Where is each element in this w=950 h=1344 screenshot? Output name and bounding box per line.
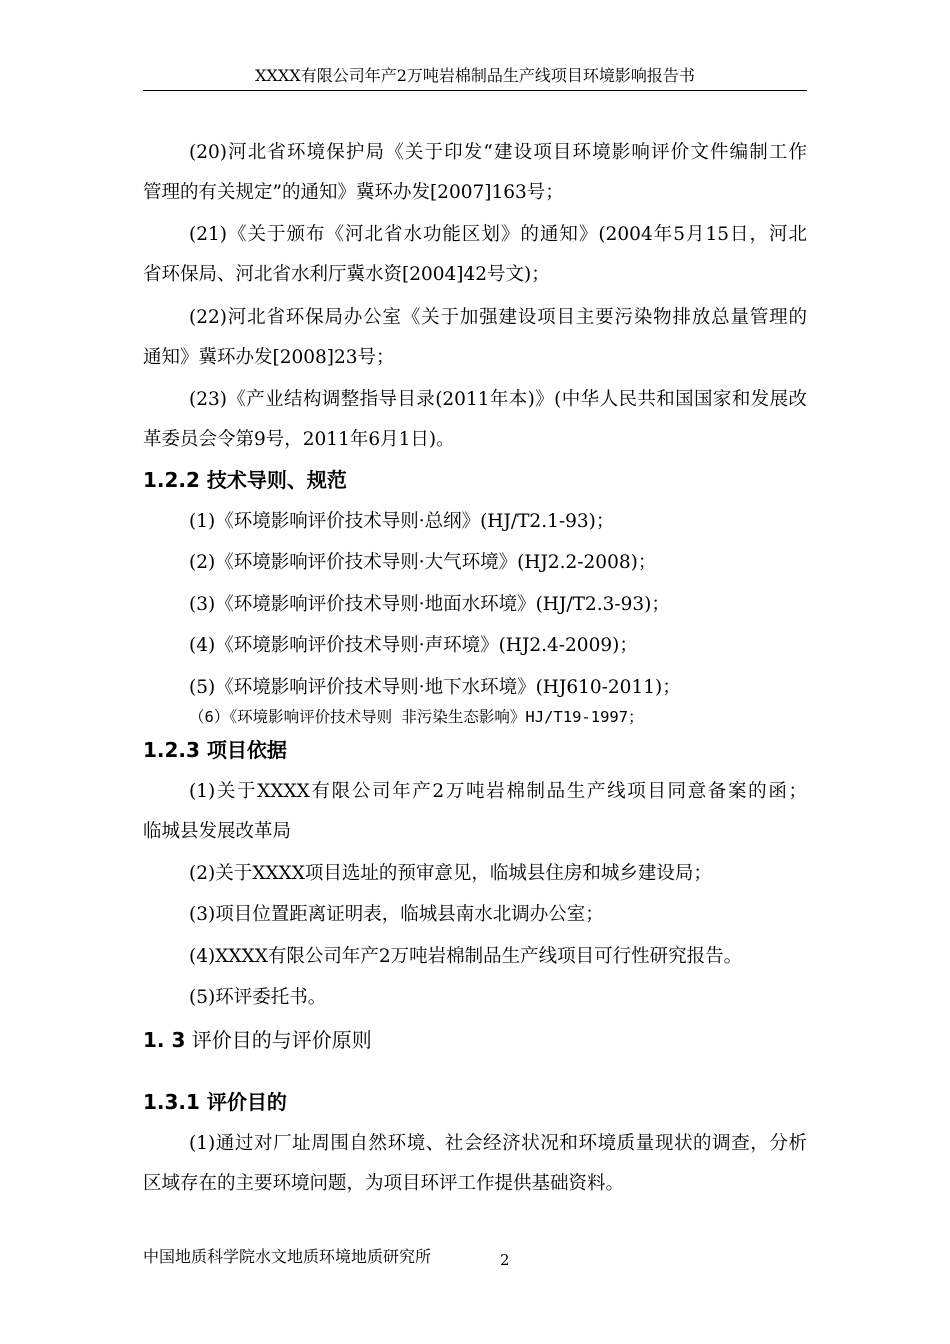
basis-item-1-line-2: 临城县发展改革局 bbox=[143, 821, 292, 842]
law-item-21-line-2: 省环保局、河北省水利厅冀水资[2004]42号文)； bbox=[143, 264, 550, 285]
law-item-20-line-2: 管理的有关规定”的通知》冀环办发[2007]163号； bbox=[143, 182, 564, 203]
guideline-item-1: (1)《环境影响评价技术导则·总纲》(HJ/T2.1-93)； bbox=[189, 511, 615, 532]
page-header-title: XXXX有限公司年产2万吨岩棉制品生产线项目环境影响报告书 bbox=[255, 66, 695, 85]
guideline-item-6: （6）《环境影响评价技术导则 非污染生态影响》HJ/T19-1997； bbox=[189, 708, 644, 726]
footer-organization: 中国地质科学院水文地质环境地质研究所 bbox=[143, 1247, 432, 1266]
guideline-item-3: (3)《环境影响评价技术导则·地面水环境》(HJ/T2.3-93)； bbox=[189, 594, 670, 615]
basis-item-4: (4)XXXX有限公司年产2万吨岩棉制品生产线项目可行性研究报告。 bbox=[189, 946, 743, 967]
header-divider bbox=[143, 90, 807, 91]
page-number: 2 bbox=[500, 1251, 510, 1269]
section-heading-1-3-1: 1.3.1 评价目的 bbox=[143, 1090, 287, 1114]
law-item-22-line-2: 通知》冀环办发[2008]23号； bbox=[143, 347, 395, 368]
basis-item-1-line-1: (1)关于XXXX有限公司年产2万吨岩棉制品生产线项目同意备案的函； bbox=[189, 781, 807, 802]
law-item-23-line-2: 革委员会令第9号，2011年6月1日)。 bbox=[143, 429, 455, 450]
guideline-item-4: (4)《环境影响评价技术导则·声环境》(HJ2.4-2009)； bbox=[189, 635, 638, 656]
basis-item-3: (3)项目位置距离证明表，临城县南水北调办公室； bbox=[189, 904, 604, 925]
purpose-item-1-line-2: 区域存在的主要环境问题，为项目环评工作提供基础资料。 bbox=[143, 1173, 625, 1194]
law-item-22-line-1: (22)河北省环保局办公室《关于加强建设项目主要污染物排放总量管理的 bbox=[189, 307, 807, 328]
section-number: 1. 3 bbox=[143, 1028, 186, 1052]
guideline-item-2: (2)《环境影响评价技术导则·大气环境》(HJ2.2-2008)； bbox=[189, 552, 657, 573]
section-heading-1-3 bbox=[143, 1026, 807, 1054]
law-item-20-line-1: (20)河北省环境保护局《关于印发“建设项目环境影响评价文件编制工作 bbox=[189, 142, 807, 163]
section-heading-1-2-2: 1.2.2 技术导则、规范 bbox=[143, 468, 347, 492]
law-item-21-line-1: (21)《关于颁布《河北省水功能区划》的通知》(2004年5月15日，河北 bbox=[189, 224, 807, 245]
section-title: 评价目的与评价原则 bbox=[191, 1028, 372, 1052]
section-heading-1-2-3: 1.2.3 项目依据 bbox=[143, 738, 287, 762]
basis-item-2: (2)关于XXXX项目选址的预审意见，临城县住房和城乡建设局； bbox=[189, 863, 712, 884]
basis-item-5: (5)环评委托书。 bbox=[189, 987, 327, 1008]
law-item-23-line-1: (23)《产业结构调整指导目录(2011年本)》(中华人民共和国国家和发展改 bbox=[189, 389, 807, 410]
guideline-item-5: (5)《环境影响评价技术导则·地下水环境》(HJ610-2011)； bbox=[189, 677, 681, 698]
purpose-item-1-line-1: (1)通过对厂址周围自然环境、社会经济状况和环境质量现状的调查，分析 bbox=[189, 1133, 807, 1154]
